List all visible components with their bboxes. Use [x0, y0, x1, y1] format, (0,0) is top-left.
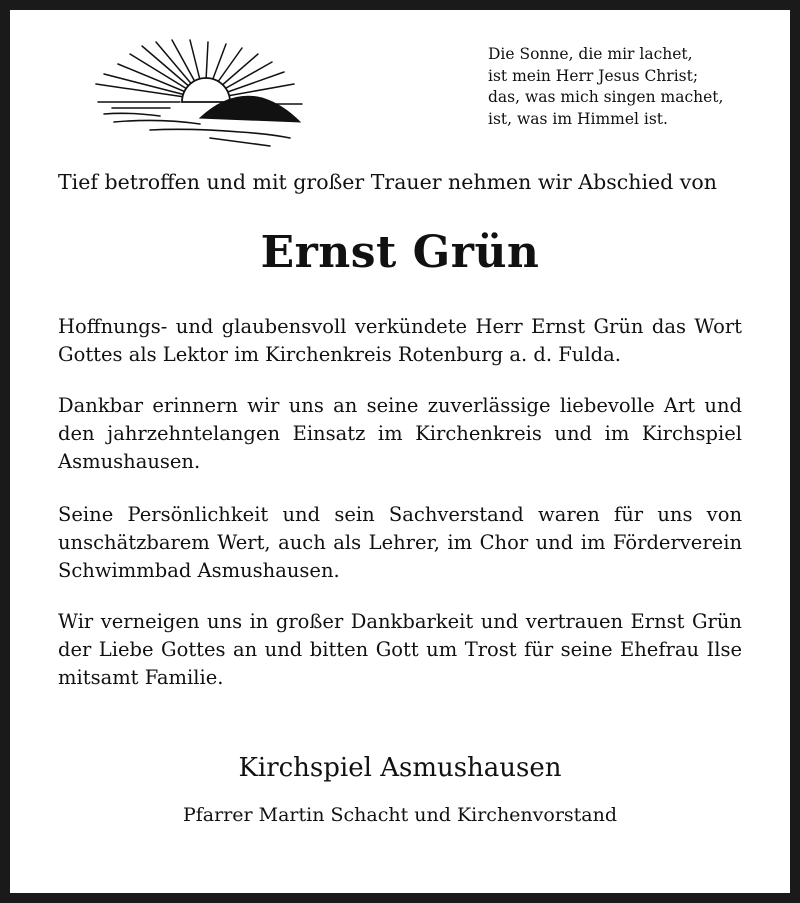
poem-line: das, was mich singen machet, [488, 88, 724, 106]
deceased-name: Ernst Grün [260, 227, 540, 278]
poem-line: Die Sonne, die mir lachet, [488, 45, 693, 63]
paragraph: Hoffnungs- und glaubensvoll verkündete Herr Ernst Grün das Wort Gottes als Lektor im Kirchenkreis Rotenburg a. d. Fulda. [58, 315, 742, 366]
paragraph: Wir verneigen uns in großer Dankbarkeit und vertrauen Ernst Grün der Liebe Gottes an und bitten Gott um Trost für seine Ehefrau Ilse mitsamt Familie. [58, 610, 742, 689]
poem-verse [488, 44, 788, 130]
signature-organization: Kirchspiel Asmushausen [238, 753, 562, 783]
paragraph: Dankbar erinnern wir uns an seine zuverlässige liebevolle Art und den jahrzehntelangen Einsatz im Kirchenkreis und im Kirchspiel Asmushausen. [58, 394, 742, 473]
poem-line: ist, was im Himmel ist. [488, 109, 668, 128]
intro-text: Tief betroffen und mit großer Trauer nehmen wir Abschied von [58, 170, 717, 194]
signature-persons: Pfarrer Martin Schacht und Kirchenvorstand [182, 804, 618, 826]
paragraph: Seine Persönlichkeit und sein Sachverstand waren für uns von unschätzbarem Wert, auch als Lehrer, im Chor und im Förderverein Schwimmbad Asmushausen. [58, 503, 742, 582]
poem-line: ist mein Herr Jesus Christ; [488, 66, 699, 85]
rising-sun-icon [90, 38, 310, 148]
